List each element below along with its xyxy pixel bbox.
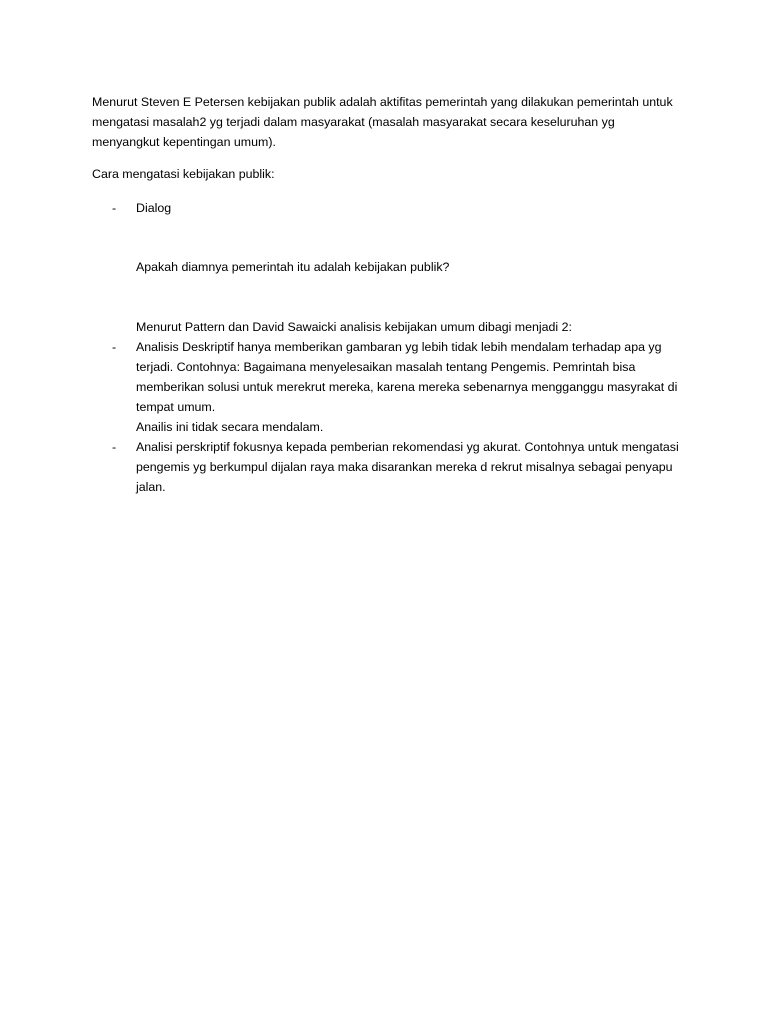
bullet-dash: - [112, 201, 117, 215]
question-text: Apakah diamnya pemerintah itu adalah kebijakan publik? [136, 260, 450, 274]
bullet-dash: - [112, 440, 117, 454]
bullet-dash: - [112, 340, 117, 354]
cara-heading: Cara mengatasi kebijakan publik: [92, 167, 275, 181]
analysis-item-perskriptif: Analisi perskriptif fokusnya kepada pemberian rekomendasi yg akurat. Contohnya untuk mengatasi pengemis yg berkumpul dijalan raya maka disarankan mereka d rekrut misalnya sebagai penyapu jalan. [136, 440, 679, 494]
analysis-item-deskriptif-note: Anailis ini tidak secara mendalam. [136, 420, 324, 434]
cara-item-dialog: Dialog [136, 201, 172, 215]
analysis-heading: Menurut Pattern dan David Sawaicki analisis kebijakan umum dibagi menjadi 2: [136, 320, 572, 334]
analysis-item-deskriptif: Analisis Deskriptif hanya memberikan gambaran yg lebih tidak lebih mendalam terhadap apa yg terjadi. Contohnya: Bagaimana menyelesaikan masalah tentang Pengemis. Pemrintah bisa memberikan solusi untuk merekrut mereka, karena mereka sebenarnya mengganggu masyrakat di tempat umum. [136, 340, 678, 414]
intro-paragraph: Menurut Steven E Petersen kebijakan publik adalah aktifitas pemerintah yang dilakukan pemerintah untuk mengatasi masalah2 yg terjadi dalam masyarakat (masalah masyarakat secara keseluruhan yg menyangkut kepentingan umum). [92, 95, 673, 149]
